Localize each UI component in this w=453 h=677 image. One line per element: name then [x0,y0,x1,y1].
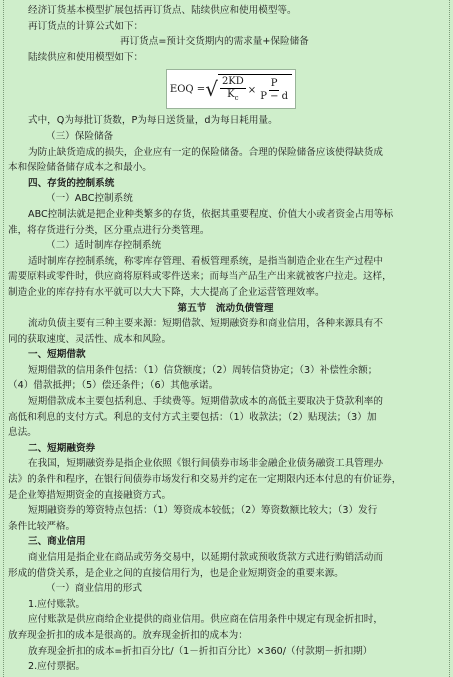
text-line: 是企业筹措短期资金的直接融资方式。 [8,489,172,501]
text-line: 商业信用是指企业在商品或劳务交易中，以延期付款或预收货款方式进行购销活动而 [28,552,383,563]
eoq-denominator: K [227,89,235,101]
text-line: 流动负债主要有三种主要来源：短期借款、短期融资券和商业信用，各种来源具有不 [28,318,383,330]
sqrt-sign: √ $\frac{2KD}{K_c}$ × $\frac{P}{P - d}$ [205,74,292,104]
text-line: 经济订货基本模型扩展包括再订货点、陆续供应和使用模型等。 [28,5,297,16]
text-line: 应付账款是供应商给企业提供的商业信用。供应商在信用条件中规定有现金折扣时， [28,614,383,626]
eoq-formula [166,69,296,109]
text-line: 在我国，短期融资券是指企业依照《银行间债券市场非金融企业债务融资工具管理办 [28,458,383,470]
subheading: （一）商业信用的形式 [46,583,142,595]
left-margin-line [3,0,4,677]
text-line: 陆续供应和使用模型如下： [28,51,144,63]
chapter-heading: 第五节 流动负债管理 [177,302,274,314]
eoq-times: × [247,84,257,96]
right-margin-line [449,0,450,677]
section-heading: 二、短期融资券 [28,442,96,454]
eoq-p-numerator: P [270,77,278,89]
section-heading: 一、短期借款 [28,349,86,361]
text-line: 条件比较严格。 [8,520,76,532]
text-line: 本和保险储备储存成本之和最小。 [8,162,152,174]
text-line: 准，将存货进行分类，区分重点进行分类管理。 [8,224,210,236]
text-line: 短期借款成本主要包括利息、手续费等。短期借款成本的高低主要取决于贷款利率的 [28,396,383,408]
subheading: （二）适时制库存控制系统 [46,240,162,252]
text-line: 高低和利息的支付方式。利息的支付方式主要包括：（1）收款法；（2）贴现法；（3）加 [8,411,377,423]
text-line: 短期借款的信用条件包括：（1）信贷额度；（2）周转信贷协定；（3）补偿性余额； [28,364,378,376]
section-heading: 三、商业信用 [28,536,86,548]
text-line: 同的获取速度、灵活性、成本和风险。 [8,333,172,345]
text-line: 放弃现金折扣的成本是很高的。放弃现金折扣的成本为： [8,629,248,641]
list-item: 2.应付票据。 [28,661,86,673]
section-heading: 四、存货的控制系统 [28,177,115,189]
eoq-p-denominator: P − d [260,90,289,102]
text-line: 形成的借贷关系，是企业之间的直接信用行为，也是企业短期资金的重要来源。 [8,567,344,579]
text-line: 适时制库存控制系统，称零库存管理、看板管理系统，是指当制造企业在生产过程中 [28,255,383,267]
formula-reorder-point: 再订货点=预计交货期内的需求量+保险储备 [120,36,309,48]
text-line: ABC控制法就是把企业种类繁多的存货，依据其重要程度、价值大小或者资金占用等标 [28,208,394,220]
text-line: 再订货点的计算公式如下： [28,20,144,32]
subheading: （一）ABC控制系统 [46,193,133,205]
list-item: 1.应付账款。 [28,598,86,610]
eoq-lhs: EOQ = [169,83,206,95]
subheading: （三）保险储备 [46,130,114,142]
eoq-denominator-sub: c [234,94,239,103]
eoq-numerator: 2KD [221,76,244,88]
formula-discount-cost: 放弃现金折扣的成本=折扣百分比/（1－折扣百分比）×360/（付款期－折扣期） [28,645,373,657]
text-line: 短期融资券的筹资特点包括：（1）筹资成本较低；（2）筹资数额比较大；（3）发行 [28,505,378,517]
text-line: （4）借款抵押；（5）偿还条件；（6）其他承诺。 [8,380,219,392]
text-line: 法》的条件和程序，在银行间债券市场发行和交易并约定在一定期限内还本付息的有价证券， [8,474,402,486]
text-line: 为防止缺货造成的损失，企业应有一定的保险储备。合理的保险储备应该使得缺货成 [28,146,383,158]
text-line: 式中，Q为每批订货数，P为每日送货量，d为每日耗用量。 [28,115,278,127]
text-line: 制造企业的库存持有水平就可以大大下降，大大提高了企业运营管理效率。 [8,286,325,298]
text-line: 息法。 [8,427,37,439]
text-line: 需要原料或零件时，供应商将原料或零件送来；而每当产品生产出来就被客户拉走。这样， [8,271,392,283]
